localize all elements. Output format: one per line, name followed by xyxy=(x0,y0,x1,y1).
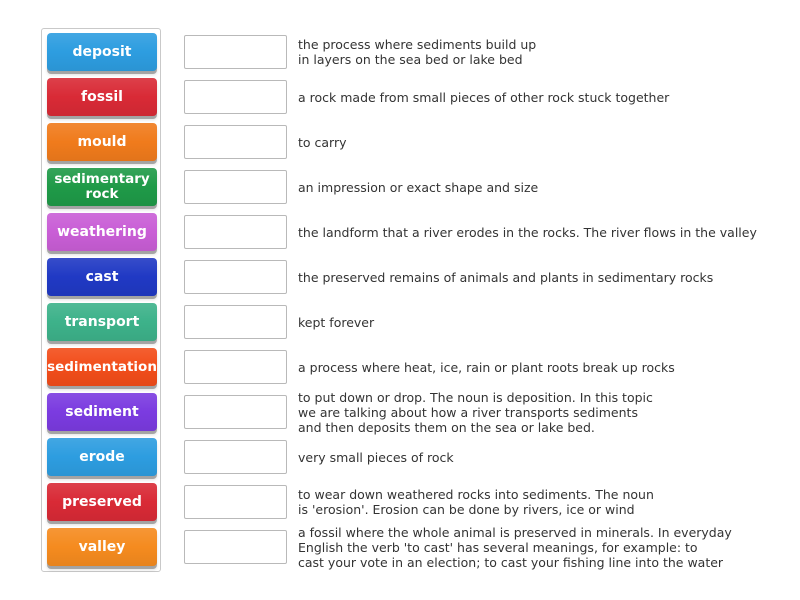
word-tile-valley[interactable]: valley xyxy=(47,528,157,566)
word-tile-mould[interactable]: mould xyxy=(47,123,157,161)
definition-text: kept forever xyxy=(298,314,375,330)
word-tile-fossil[interactable]: fossil xyxy=(47,78,157,116)
answer-slot[interactable] xyxy=(184,395,287,429)
answer-slot[interactable] xyxy=(184,125,287,159)
word-bank xyxy=(41,28,161,572)
definition-text: the process where sediments build up in layers on the sea bed or lake bed xyxy=(298,37,537,67)
answer-slot[interactable] xyxy=(184,170,287,204)
word-tile-sedimentary-rock[interactable]: sedimentary rock xyxy=(47,168,157,206)
answer-slot[interactable] xyxy=(184,80,287,114)
answer-slot[interactable] xyxy=(184,35,287,69)
definition-text: the landform that a river erodes in the rocks. The river flows in the valley xyxy=(298,224,757,240)
answer-slot[interactable] xyxy=(184,350,287,384)
definition-text: the preserved remains of animals and plants in sedimentary rocks xyxy=(298,269,714,285)
word-tile-sedimentation[interactable]: sedimentation xyxy=(47,348,157,386)
answer-slot[interactable] xyxy=(184,260,287,294)
word-tile-sediment[interactable]: sediment xyxy=(47,393,157,431)
answer-slot[interactable] xyxy=(184,215,287,249)
definition-text: to put down or drop. The noun is deposition. In this topic we are talking about how a river transports sediments and then deposits them on the sea or lake bed. xyxy=(298,389,653,435)
definition-text: a rock made from small pieces of other rock stuck together xyxy=(298,89,670,105)
definition-text: a fossil where the whole animal is preserved in minerals. In everyday English the verb 'to cast' has several meanings, for example: to cast your vote in an election; to cast your fishing line into the water xyxy=(298,524,732,570)
definition-text: an impression or exact shape and size xyxy=(298,179,539,195)
word-tile-deposit[interactable]: deposit xyxy=(47,33,157,71)
word-tile-transport[interactable]: transport xyxy=(47,303,157,341)
word-tile-preserved[interactable]: preserved xyxy=(47,483,157,521)
word-tile-weathering[interactable]: weathering xyxy=(47,213,157,251)
answer-slot[interactable] xyxy=(184,305,287,339)
answer-slot[interactable] xyxy=(184,485,287,519)
definition-text: very small pieces of rock xyxy=(298,449,454,465)
definition-text: a process where heat, ice, rain or plant roots break up rocks xyxy=(298,359,675,375)
word-tile-erode[interactable]: erode xyxy=(47,438,157,476)
definition-text: to carry xyxy=(298,134,347,150)
definition-text: to wear down weathered rocks into sediments. The noun is 'erosion'. Erosion can be done by rivers, ice or wind xyxy=(298,487,654,517)
word-tile-cast[interactable]: cast xyxy=(47,258,157,296)
answer-slot[interactable] xyxy=(184,530,287,564)
answer-slot[interactable] xyxy=(184,440,287,474)
